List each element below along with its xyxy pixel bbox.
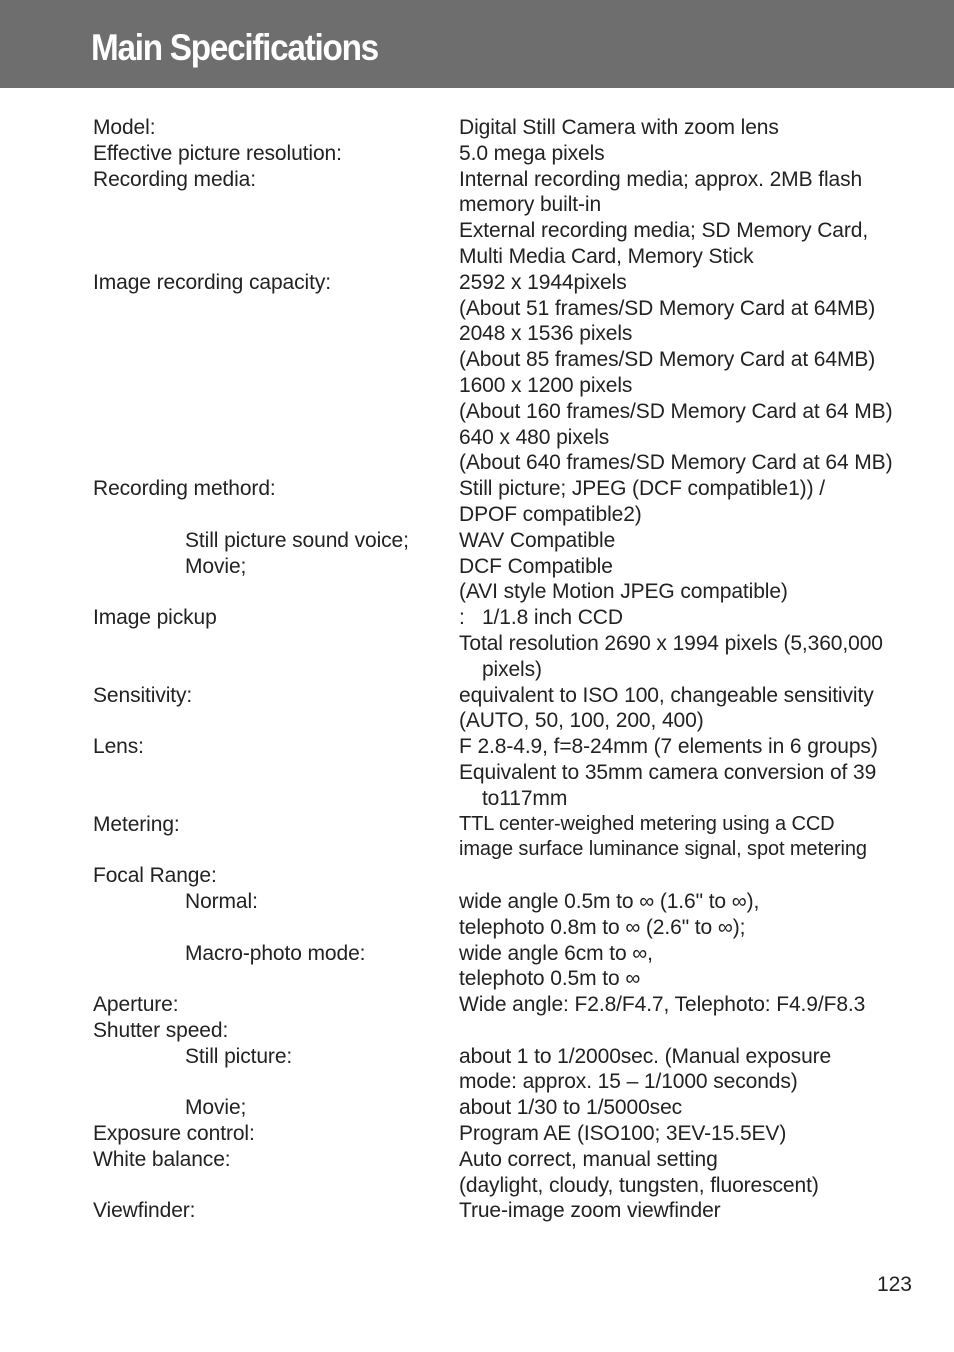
spec-value-line: Total resolution 2690 x 1994 pixels (5,360,000 xyxy=(459,631,883,655)
spec-value-line xyxy=(459,1018,938,1044)
header-bar xyxy=(0,0,954,88)
spec-value-line: (AUTO, 50, 100, 200, 400) xyxy=(459,709,704,733)
spec-values xyxy=(459,605,938,682)
spec-values xyxy=(459,992,938,1018)
spec-label: Model: xyxy=(93,116,156,139)
spec-value-line: pixels) xyxy=(459,657,542,681)
spec-value-line: Auto correct, manual setting xyxy=(459,1147,718,1171)
spec-value-line: wide angle 6cm to ∞, xyxy=(459,941,653,965)
spec-values xyxy=(459,141,938,167)
spec-value-line: telephoto 0.8m to ∞ (2.6" to ∞); xyxy=(459,915,746,939)
spec-value-line: mode: approx. 15 – 1/1000 seconds) xyxy=(459,1070,798,1094)
spec-values xyxy=(459,476,938,528)
spec-label: Movie; xyxy=(185,554,247,578)
spec-values xyxy=(459,863,938,889)
spec-row xyxy=(93,1044,938,1096)
spec-label: Still picture: xyxy=(185,1044,293,1068)
spec-values xyxy=(459,167,938,270)
spec-row xyxy=(93,734,938,811)
spec-values xyxy=(459,115,938,141)
spec-values xyxy=(459,554,938,606)
spec-value-line: Multi Media Card, Memory Stick xyxy=(459,244,754,268)
spec-value-line: (AVI style Motion JPEG compatible) xyxy=(459,580,788,604)
spec-value-line: 640 x 480 pixels xyxy=(459,425,610,449)
spec-label: Exposure control: xyxy=(93,1122,255,1146)
spec-row xyxy=(93,1198,938,1224)
spec-values xyxy=(459,1198,938,1224)
spec-value-line: 5.0 mega pixels xyxy=(459,141,605,165)
spec-value-line: (daylight, cloudy, tungsten, fluorescent) xyxy=(459,1173,819,1197)
spec-value-line: Wide angle: F2.8/F4.7, Telephoto: F4.9/F8.3 xyxy=(459,993,866,1017)
spec-row xyxy=(93,167,938,270)
spec-label: Normal: xyxy=(185,889,258,913)
spec-value-line: True-image zoom viewfinder xyxy=(459,1199,721,1223)
spec-values xyxy=(459,1018,938,1044)
spec-value-line: (About 51 frames/SD Memory Card at 64MB) xyxy=(459,296,876,320)
spec-values xyxy=(459,683,938,735)
spec-label: Still picture sound voice; xyxy=(185,528,409,552)
spec-row xyxy=(93,683,938,735)
page-title: Main Specifications xyxy=(91,27,378,68)
spec-value-line: Internal recording media; approx. 2MB flash xyxy=(459,167,863,191)
spec-value-line: F 2.8-4.9, f=8-24mm (7 elements in 6 groups) xyxy=(459,735,878,759)
spec-value-line: image surface luminance signal, spot metering xyxy=(459,838,867,861)
spec-value-line: about 1 to 1/2000sec. (Manual exposure xyxy=(459,1044,832,1068)
spec-values xyxy=(459,1121,938,1147)
spec-value-line: Program AE (ISO100; 3EV-15.5EV) xyxy=(459,1122,787,1146)
spec-value-line: Still picture; JPEG (DCF compatible1)) / xyxy=(459,477,825,501)
spec-values xyxy=(459,1044,938,1096)
spec-label: Focal Range: xyxy=(93,864,217,888)
spec-value-line: Digital Still Camera with zoom lens xyxy=(459,116,779,139)
spec-value-line: DPOF compatible2) xyxy=(459,502,642,526)
spec-value-line: wide angle 0.5m to ∞ (1.6" to ∞), xyxy=(459,889,760,913)
spec-value-line: (About 160 frames/SD Memory Card at 64 MB) xyxy=(459,399,893,423)
spec-label: White balance: xyxy=(93,1147,231,1171)
spec-values xyxy=(459,941,938,993)
spec-row xyxy=(93,528,938,554)
spec-value-line: : 1/1.8 inch CCD xyxy=(459,606,623,630)
spec-value-line: equivalent to ISO 100, changeable sensitivity xyxy=(459,683,874,707)
spec-values xyxy=(459,270,938,476)
spec-row xyxy=(93,115,938,141)
spec-value-line: External recording media; SD Memory Card, xyxy=(459,219,869,243)
spec-label: Recording methord: xyxy=(93,477,276,501)
spec-value-line: to117mm xyxy=(459,786,568,810)
spec-value-line: 2592 x 1944pixels xyxy=(459,270,627,294)
spec-row xyxy=(93,1018,938,1044)
specifications-list xyxy=(93,115,938,1224)
spec-values xyxy=(459,1147,938,1199)
spec-row xyxy=(93,812,938,864)
spec-value-line: (About 85 frames/SD Memory Card at 64MB) xyxy=(459,348,876,372)
spec-label: Shutter speed: xyxy=(93,1018,229,1042)
spec-row xyxy=(93,941,938,993)
spec-row xyxy=(93,1121,938,1147)
spec-label: Movie; xyxy=(185,1096,247,1120)
spec-value-line: telephoto 0.5m to ∞ xyxy=(459,967,641,991)
spec-label: Sensitivity: xyxy=(93,683,193,707)
spec-label: Effective picture resolution: xyxy=(93,141,342,165)
spec-values xyxy=(459,734,938,811)
page-number: 123 xyxy=(876,1273,912,1296)
spec-label: Metering: xyxy=(93,812,180,836)
spec-value-line: Equivalent to 35mm camera conversion of 39 xyxy=(459,760,877,784)
spec-value-line: (About 640 frames/SD Memory Card at 64 MB) xyxy=(459,451,893,475)
spec-value-line: 2048 x 1536 pixels xyxy=(459,322,633,346)
spec-value-line: memory built-in xyxy=(459,193,602,217)
spec-value-line: DCF Compatible xyxy=(459,554,613,578)
spec-row xyxy=(93,889,938,941)
spec-label: Aperture: xyxy=(93,993,179,1017)
spec-values xyxy=(459,889,938,941)
spec-row xyxy=(93,141,938,167)
spec-value-line: 1600 x 1200 pixels xyxy=(459,373,633,397)
spec-row xyxy=(93,1147,938,1199)
spec-value-line xyxy=(459,863,938,889)
spec-label: Lens: xyxy=(93,735,144,759)
spec-row xyxy=(93,554,938,606)
spec-row xyxy=(93,270,938,476)
spec-row xyxy=(93,476,938,528)
spec-label: Macro-photo mode: xyxy=(185,941,366,965)
spec-value-line: WAV Compatible xyxy=(459,528,616,552)
spec-row xyxy=(93,863,938,889)
spec-row xyxy=(93,992,938,1018)
spec-values xyxy=(459,1095,938,1121)
spec-row xyxy=(93,605,938,682)
spec-values xyxy=(459,528,938,554)
spec-value-line: about 1/30 to 1/5000sec xyxy=(459,1096,683,1120)
spec-row xyxy=(93,1095,938,1121)
spec-label: Image pickup xyxy=(93,606,217,630)
spec-label: Image recording capacity: xyxy=(93,270,331,294)
spec-label: Viewfinder: xyxy=(93,1199,196,1223)
spec-label: Recording media: xyxy=(93,167,256,191)
spec-value-line: TTL center-weighed metering using a CCD xyxy=(459,812,835,835)
spec-values xyxy=(459,812,938,864)
